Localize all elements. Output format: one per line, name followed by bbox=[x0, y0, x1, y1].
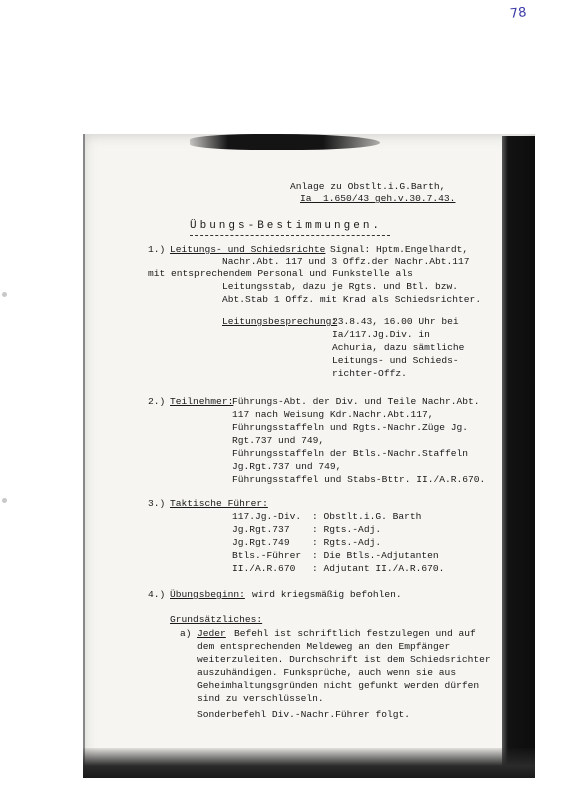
leader-row-unit: II./A.R.670 bbox=[232, 563, 296, 574]
section-2-number: 2.) bbox=[148, 396, 166, 407]
section-1-line-2: Nachr.Abt. 117 und 3 Offz.der Nachr.Abt.117 bbox=[222, 256, 470, 267]
leader-row-unit: Jg.Rgt.749 bbox=[232, 537, 290, 548]
section-1-line-5: Abt.Stab 1 Offz. mit Krad als Schiedsrichter. bbox=[222, 294, 482, 305]
section-2-line-7: Führungsstaffel und Stabs-Bttr. II./A.R.670. bbox=[232, 474, 486, 485]
leitungsbesprechung-line-5: richter-Offz. bbox=[332, 368, 407, 379]
section-2-line-4: Rgt.737 und 749, bbox=[232, 435, 325, 446]
punch-hole-top bbox=[2, 292, 7, 297]
grundsaetzliches-label: Grundsätzliches: bbox=[170, 614, 263, 625]
section-2-line-5: Führungsstaffeln der Btls.-Nachr.Staffeln bbox=[232, 448, 469, 459]
section-2-label: Teilnehmer: bbox=[170, 396, 234, 407]
section-2-line-3: Führungsstaffeln und Rgts.-Nachr.Züge Jg. bbox=[232, 422, 469, 433]
leader-row-unit: Btls.-Führer bbox=[232, 550, 302, 561]
section-4-text: wird kriegsmäßig befohlen. bbox=[252, 589, 402, 600]
leader-row-unit: Jg.Rgt.737 bbox=[232, 524, 290, 535]
scan-shadow-top bbox=[190, 134, 380, 150]
point-a-line-5: Geheimhaltungsgründen nicht gefunkt werden dürfen bbox=[197, 680, 480, 691]
leitungsbesprechung-label: Leitungsbesprechung: bbox=[222, 316, 338, 327]
point-a-first-word: Jeder bbox=[197, 628, 226, 639]
section-1-line-3: mit entsprechendem Personal und Funkstelle als bbox=[148, 268, 413, 279]
scan-shadow-bottom bbox=[83, 748, 535, 778]
section-1-label: Leitungs- und Schiedsrichte bbox=[170, 244, 326, 255]
point-a-number: a) bbox=[180, 628, 192, 639]
leader-row-unit: 117.Jg.-Div. bbox=[232, 511, 302, 522]
section-1-line-1: Signal: Hptm.Engelhardt, bbox=[330, 244, 469, 255]
section-2-line-6: Jg.Rgt.737 und 749, bbox=[232, 461, 342, 472]
point-a-line-2: dem entsprechenden Meldeweg an den Empfänger bbox=[197, 641, 451, 652]
section-2-line-2: 117 nach Weisung Kdr.Nachr.Abt.117, bbox=[232, 409, 434, 420]
leader-row-name: : Die Btls.-Adjutanten bbox=[312, 550, 439, 561]
section-1-number: 1.) bbox=[148, 244, 166, 255]
sheet-left-edge bbox=[83, 134, 85, 778]
header-line-2: Ia 1.650/43 geh.v.30.7.43. bbox=[300, 193, 456, 204]
point-a-line-1: Befehl ist schriftlich festzulegen und auf bbox=[234, 628, 476, 639]
section-2-line-1: Führungs-Abt. der Div. und Teile Nachr.Abt. bbox=[232, 396, 480, 407]
point-a-line-6: sind zu verschlüsseln. bbox=[197, 693, 324, 704]
leitungsbesprechung-line-1: 23.8.43, 16.00 Uhr bei bbox=[332, 316, 459, 327]
section-1-line-4: Leitungsstab, dazu je Rgts. und Btl. bzw. bbox=[222, 281, 459, 292]
punch-hole-bottom bbox=[2, 498, 7, 503]
title-underline bbox=[190, 235, 390, 236]
section-4-label: Übungsbeginn: bbox=[170, 589, 245, 600]
point-a-line-7: Sonderbefehl Div.-Nachr.Führer folgt. bbox=[197, 709, 411, 720]
leitungsbesprechung-line-4: Leitungs- und Schieds- bbox=[332, 355, 459, 366]
point-a-line-4: auszuhändigen. Funksprüche, auch wenn sie aus bbox=[197, 667, 457, 678]
scan-shadow-right bbox=[502, 136, 535, 776]
leader-row-name: : Obstlt.i.G. Barth bbox=[312, 511, 422, 522]
leader-row-name: : Rgts.-Adj. bbox=[312, 537, 382, 548]
section-4-number: 4.) bbox=[148, 589, 166, 600]
section-3-number: 3.) bbox=[148, 498, 166, 509]
folio-number: 78 bbox=[509, 5, 528, 22]
leitungsbesprechung-line-2: Ia/117.Jg.Div. in bbox=[332, 329, 430, 340]
point-a-line-3: weiterzuleiten. Durchschrift ist dem Schiedsrichter bbox=[197, 654, 491, 665]
header-line-1: Anlage zu Obstlt.i.G.Barth, bbox=[290, 181, 446, 192]
leader-row-name: : Rgts.-Adj. bbox=[312, 524, 382, 535]
leitungsbesprechung-line-3: Achuria, dazu sämtliche bbox=[332, 342, 465, 353]
document-title: Übungs-Bestimmungen. bbox=[190, 220, 383, 232]
leader-row-name: : Adjutant II./A.R.670. bbox=[312, 563, 445, 574]
section-3-label: Taktische Führer: bbox=[170, 498, 268, 509]
